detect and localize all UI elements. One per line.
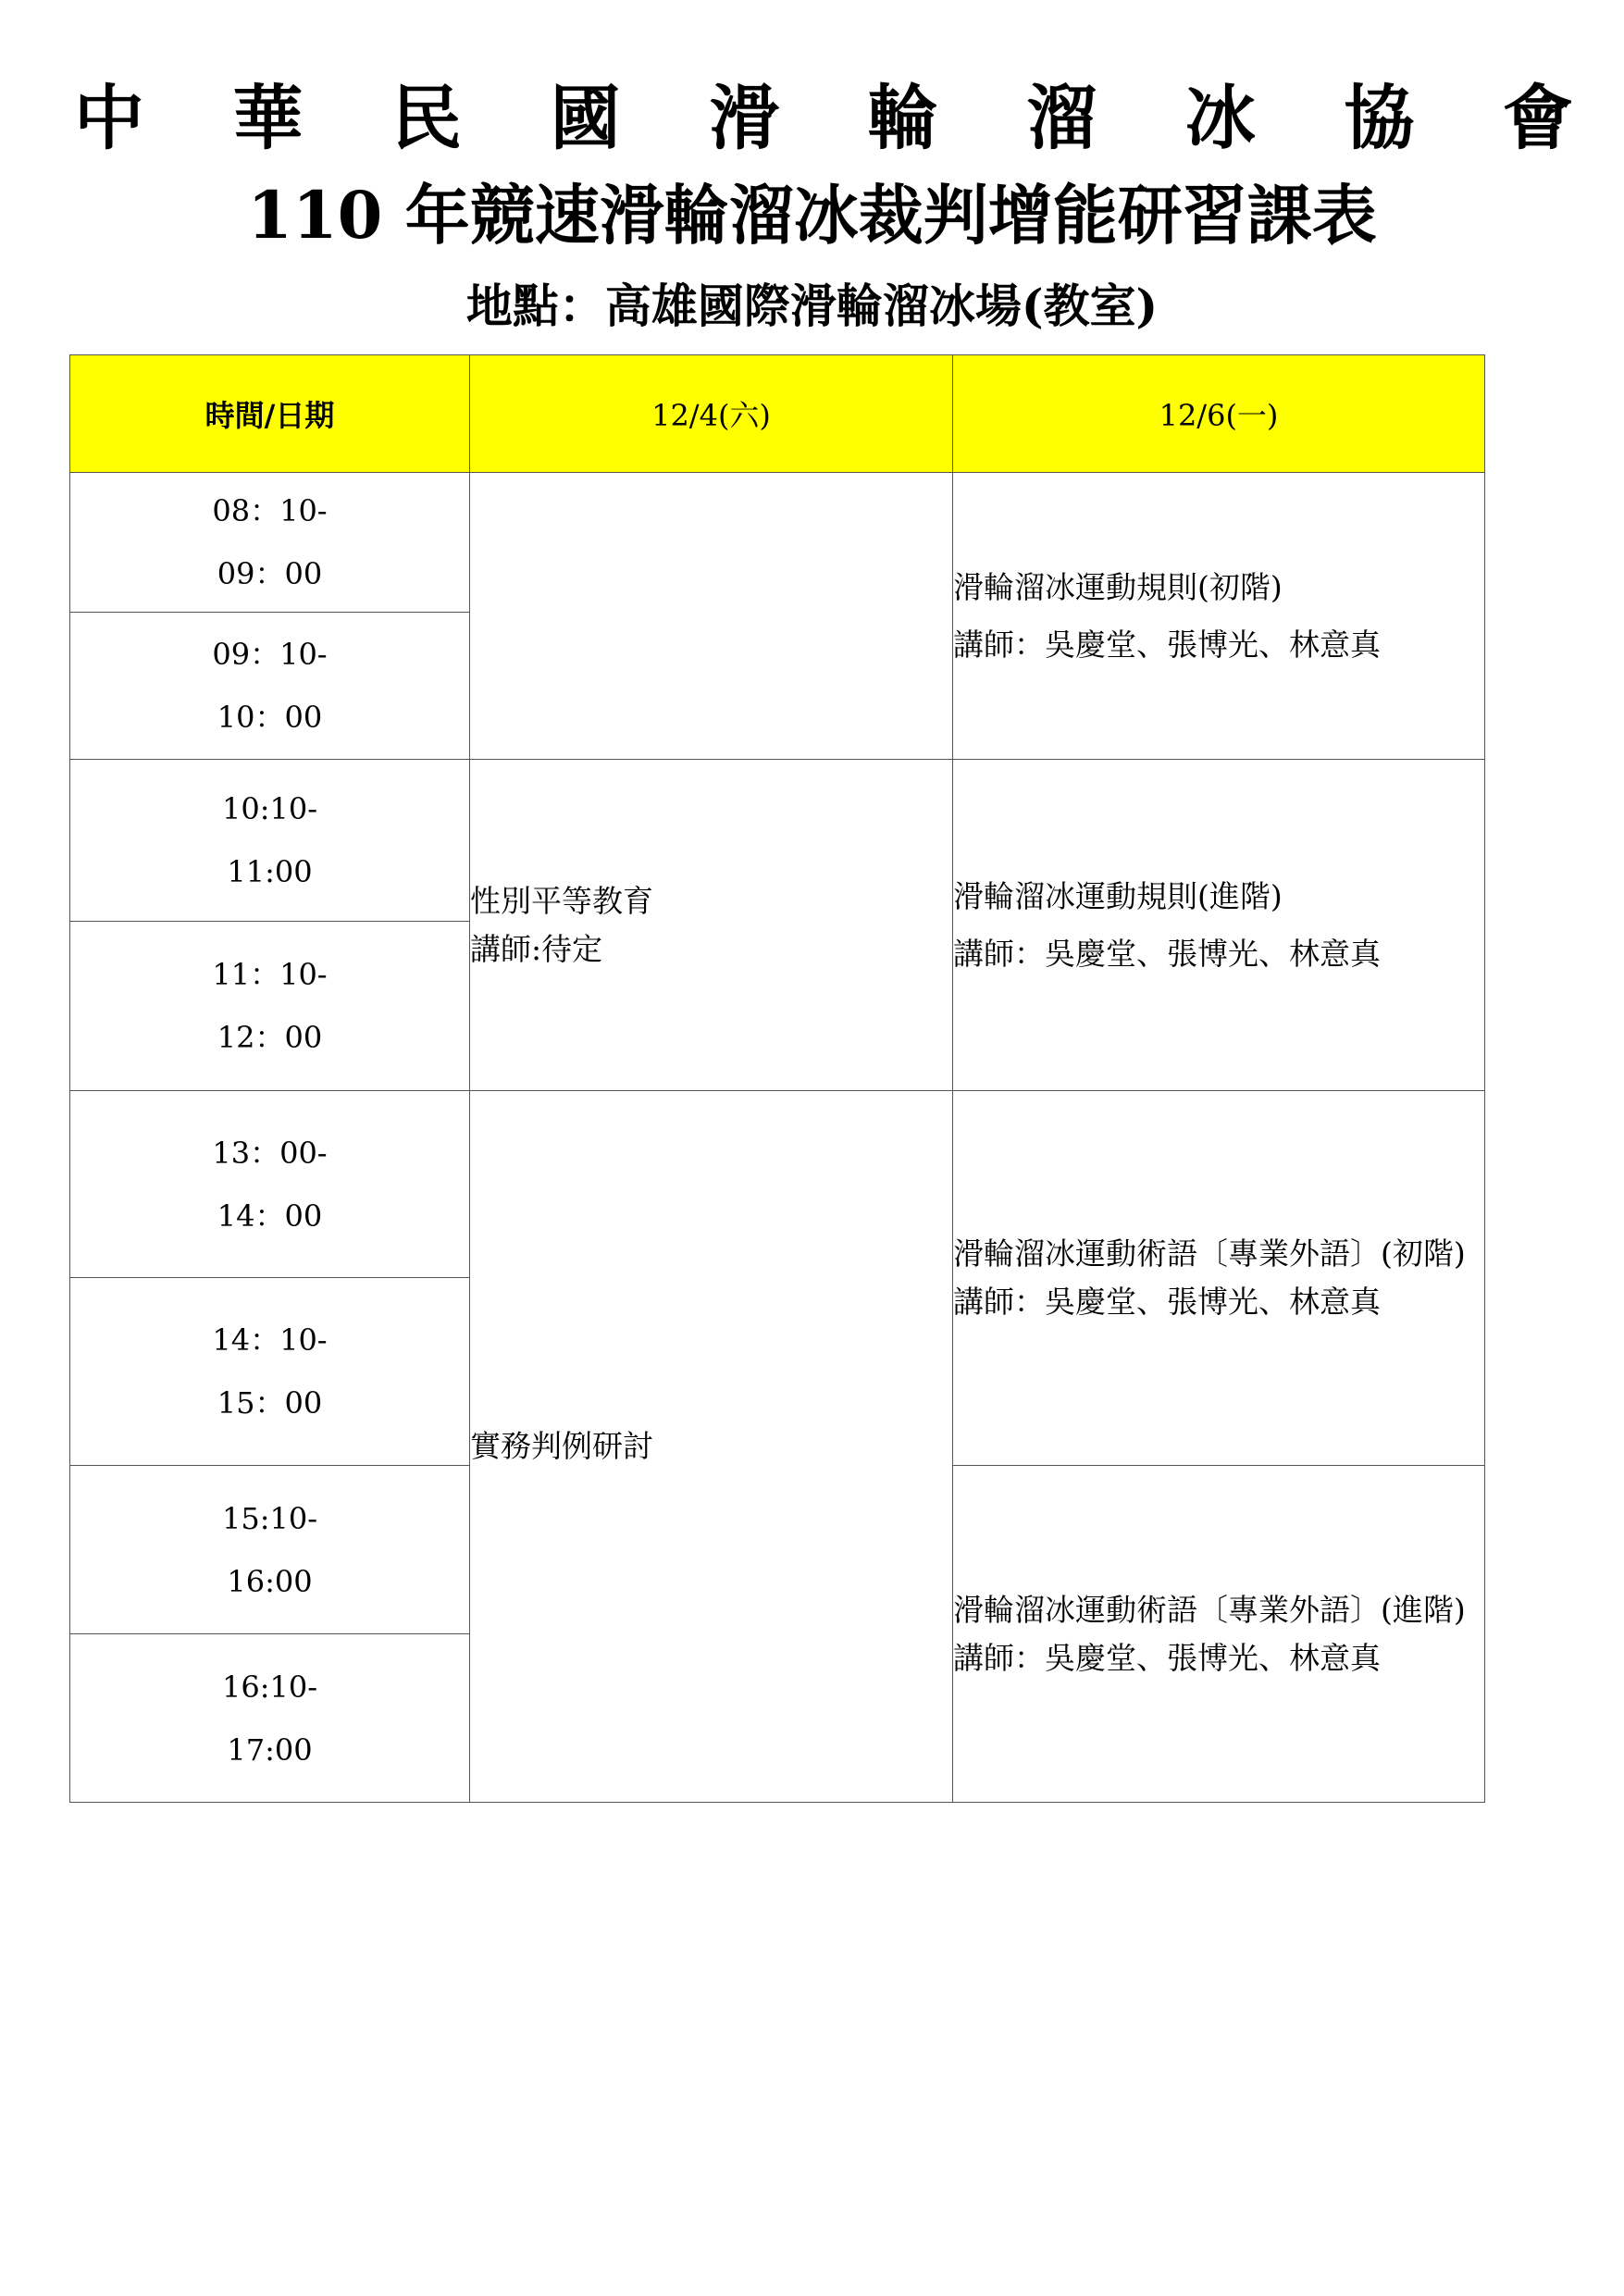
time-end: 11:00 xyxy=(227,854,313,889)
course-teacher: 講師：吳慶堂、張博光、林意真 xyxy=(953,935,1381,972)
time-end: 12：00 xyxy=(217,1020,323,1055)
time-slot-cell xyxy=(70,922,470,1091)
header-day2: 12/6(一) xyxy=(953,355,1485,473)
time-start: 16:10- xyxy=(221,1669,318,1705)
time-start: 14：10- xyxy=(212,1322,328,1358)
time-end: 09：00 xyxy=(217,556,323,591)
org-char: 協 xyxy=(1344,77,1415,159)
time-start: 08：10- xyxy=(212,493,328,528)
header-day1: 12/4(六) xyxy=(470,355,953,473)
time-start: 10:10- xyxy=(221,791,318,826)
time-start: 09：10- xyxy=(212,637,328,672)
course-title: 滑輪溜冰運動術語〔專業外語〕(進階) xyxy=(953,1591,1466,1628)
time-slot-cell xyxy=(70,613,470,760)
course-cell xyxy=(953,1091,1485,1466)
course-cell xyxy=(470,760,953,1091)
course-teacher: 講師：吳慶堂、張博光、林意真 xyxy=(953,1639,1381,1676)
table-row xyxy=(70,1091,1485,1278)
time-slot-cell xyxy=(70,1091,470,1278)
document-title: 110 年競速滑輪溜冰裁判增能研習課表 xyxy=(247,177,1377,254)
time-end: 10：00 xyxy=(217,700,323,735)
org-char: 冰 xyxy=(1184,77,1256,159)
course-title: 滑輪溜冰運動規則(進階) xyxy=(953,877,1283,914)
time-end: 17:00 xyxy=(227,1731,313,1768)
time-end: 15：00 xyxy=(217,1385,323,1421)
header-time-date: 時間/日期 xyxy=(70,355,470,473)
course-title: 實務判例研討 xyxy=(470,1428,653,1464)
time-slot-cell xyxy=(70,1634,470,1803)
organization-title xyxy=(74,72,1573,165)
org-char: 國 xyxy=(550,77,621,159)
time-end: 14：00 xyxy=(217,1198,323,1234)
org-char: 中 xyxy=(74,77,144,159)
time-start: 13：00- xyxy=(212,1135,328,1171)
time-end: 16:00 xyxy=(227,1563,313,1599)
time-start: 15:10- xyxy=(221,1500,318,1536)
time-slot-cell xyxy=(70,1278,470,1466)
table-row xyxy=(70,760,1485,922)
course-cell xyxy=(953,1466,1485,1803)
schedule-table xyxy=(69,354,1485,1803)
time-start: 11：10- xyxy=(212,957,328,992)
location-line: 地點：高雄國際滑輪溜冰場(教室) xyxy=(465,279,1159,333)
org-char: 滑 xyxy=(709,77,780,159)
course-cell xyxy=(470,1091,953,1803)
time-slot-cell xyxy=(70,760,470,922)
org-char: 溜 xyxy=(1026,77,1097,159)
day1-empty-cell xyxy=(470,473,953,760)
org-char: 民 xyxy=(391,77,463,159)
course-teacher: 講師:待定 xyxy=(470,930,603,967)
course-teacher: 講師：吳慶堂、張博光、林意真 xyxy=(953,1284,1381,1320)
table-row xyxy=(70,473,1485,613)
course-teacher: 講師：吳慶堂、張博光、林意真 xyxy=(953,626,1381,663)
course-cell xyxy=(953,473,1485,760)
course-cell xyxy=(953,760,1485,1091)
table-header-row xyxy=(70,355,1485,473)
course-title: 性別平等教育 xyxy=(470,882,653,919)
course-title: 滑輪溜冰運動規則(初階) xyxy=(953,568,1283,605)
course-title: 滑輪溜冰運動術語〔專業外語〕(初階) xyxy=(953,1235,1466,1272)
org-char: 輪 xyxy=(867,77,938,159)
org-char: 華 xyxy=(232,77,304,159)
time-slot-cell xyxy=(70,473,470,613)
time-slot-cell xyxy=(70,1466,470,1634)
org-char: 會 xyxy=(1502,77,1573,159)
